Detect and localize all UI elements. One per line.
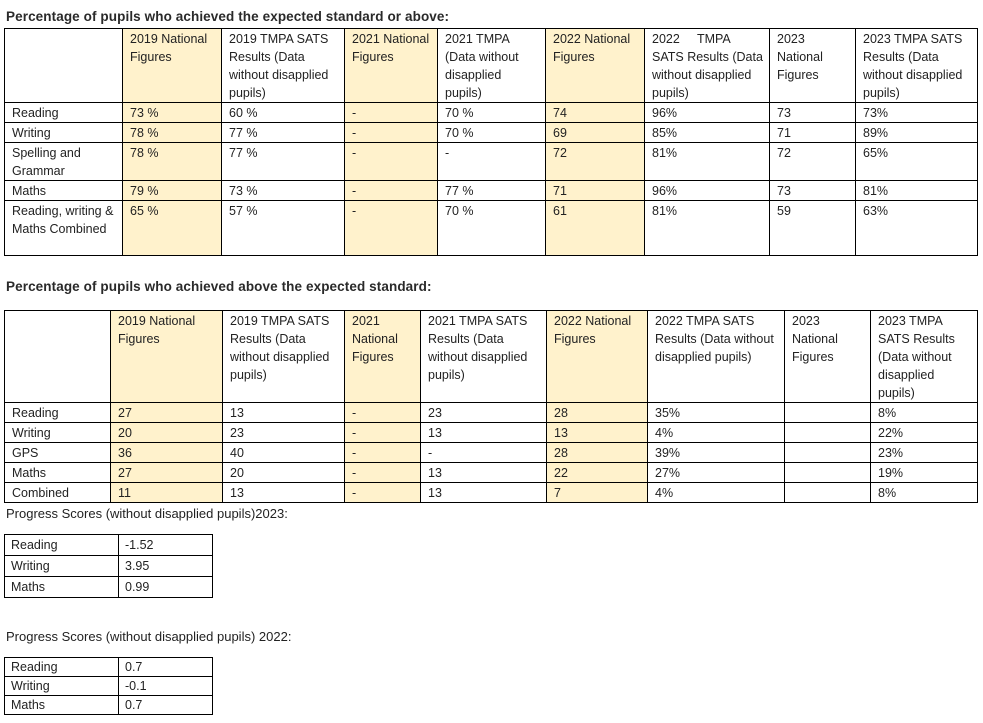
table-row <box>5 577 213 598</box>
table-cell: - <box>345 483 421 503</box>
table-cell: 74 <box>546 103 645 123</box>
table-cell: - <box>345 463 421 483</box>
row-label: Writing <box>5 677 119 696</box>
table-cell: 73 % <box>123 103 222 123</box>
header-cell: 2023 TMPA SATS Results (Data without disapplied pupils) <box>871 311 978 403</box>
table-cell: 3.95 <box>119 556 213 577</box>
table-cell: 4% <box>648 423 785 443</box>
progress-2022-table <box>4 657 213 715</box>
table-cell: 65% <box>856 143 978 181</box>
table-cell <box>785 463 871 483</box>
table-cell: 28 <box>547 403 648 423</box>
table-cell: 96% <box>645 181 770 201</box>
table-row <box>5 423 978 443</box>
table-row <box>5 403 978 423</box>
table-cell: 70 % <box>438 103 546 123</box>
table-cell: 73 <box>770 181 856 201</box>
header-cell: 2022 National Figures <box>546 29 645 103</box>
table-cell: 20 <box>111 423 223 443</box>
table-cell: 20 <box>223 463 345 483</box>
table-cell: 73% <box>856 103 978 123</box>
table-cell: 23 <box>223 423 345 443</box>
header-cell: 2023 National Figures <box>770 29 856 103</box>
header-cell: 2023 National Figures <box>785 311 871 403</box>
row-label: Spelling and Grammar <box>5 143 123 181</box>
table-row <box>5 123 978 143</box>
progress-2023-table <box>4 534 213 598</box>
header-cell: 2019 TMPA SATS Results (Data without disapplied pupils) <box>223 311 345 403</box>
table-cell: 23 <box>421 403 547 423</box>
table-cell: 0.99 <box>119 577 213 598</box>
table-row <box>5 483 978 503</box>
table-cell: 60 % <box>222 103 345 123</box>
header-cell: 2021 TMPA SATS Results (Data without disapplied pupils) <box>421 311 547 403</box>
table-cell: -0.1 <box>119 677 213 696</box>
header-cell: 2022 National Figures <box>547 311 648 403</box>
table-cell: - <box>345 123 438 143</box>
table-cell: 73 % <box>222 181 345 201</box>
table-row <box>5 103 978 123</box>
row-label: Writing <box>5 423 111 443</box>
table-cell: 8% <box>871 483 978 503</box>
table-cell: 61 <box>546 201 645 256</box>
table-cell: 77 % <box>222 143 345 181</box>
table-cell: 81% <box>645 143 770 181</box>
header-cell <box>5 311 111 403</box>
table-cell: - <box>345 423 421 443</box>
table-row <box>5 443 978 463</box>
row-label: Combined <box>5 483 111 503</box>
table-cell: 27 <box>111 463 223 483</box>
table-cell: 13 <box>547 423 648 443</box>
table-cell: 70 % <box>438 123 546 143</box>
table-cell: 72 <box>770 143 856 181</box>
table-cell: 63% <box>856 201 978 256</box>
header-cell: 2019 National Figures <box>123 29 222 103</box>
header-cell: 2021 National Figures <box>345 29 438 103</box>
table-header-row <box>5 311 978 403</box>
header-cell: 2021 TMPA (Data without disapplied pupils) <box>438 29 546 103</box>
table-cell: 7 <box>547 483 648 503</box>
table-cell: 13 <box>421 423 547 443</box>
table-cell: 85% <box>645 123 770 143</box>
table-row <box>5 696 213 715</box>
header-cell <box>5 29 123 103</box>
row-label: Maths <box>5 181 123 201</box>
table-cell: 13 <box>421 463 547 483</box>
table-row <box>5 463 978 483</box>
table-cell: - <box>421 443 547 463</box>
table-cell: - <box>345 443 421 463</box>
table-cell: 27% <box>648 463 785 483</box>
table-row <box>5 658 213 677</box>
table-row <box>5 535 213 556</box>
table-cell <box>785 403 871 423</box>
table-cell: 65 % <box>123 201 222 256</box>
header-cell: 2021 National Figures <box>345 311 421 403</box>
table-cell: 13 <box>421 483 547 503</box>
table-cell: - <box>345 181 438 201</box>
progress-2022-title: Progress Scores (without disapplied pupils) 2022: <box>6 629 292 644</box>
progress-2023-title: Progress Scores (without disapplied pupils)2023: <box>6 506 288 521</box>
table-cell: 71 <box>546 181 645 201</box>
table-cell: 23% <box>871 443 978 463</box>
table-cell: 40 <box>223 443 345 463</box>
table-cell: 39% <box>648 443 785 463</box>
table-cell <box>785 443 871 463</box>
table-cell: - <box>438 143 546 181</box>
table-cell: 36 <box>111 443 223 463</box>
table-cell: 22% <box>871 423 978 443</box>
table-cell: - <box>345 103 438 123</box>
table-cell: 22 <box>547 463 648 483</box>
header-cell: 2019 TMPA SATS Results (Data without disapplied pupils) <box>222 29 345 103</box>
row-label: Maths <box>5 696 119 715</box>
table-cell <box>785 483 871 503</box>
table-row <box>5 677 213 696</box>
expected-standard-table <box>4 28 978 256</box>
table-row <box>5 143 978 181</box>
row-label: Reading <box>5 658 119 677</box>
table-cell: 0.7 <box>119 658 213 677</box>
row-label: Reading <box>5 535 119 556</box>
table-cell: -1.52 <box>119 535 213 556</box>
row-label: Reading, writing & Maths Combined <box>5 201 123 256</box>
table-cell: 19% <box>871 463 978 483</box>
row-label: Writing <box>5 556 119 577</box>
header-cell: 2023 TMPA SATS Results (Data without disapplied pupils) <box>856 29 978 103</box>
section1-title: Percentage of pupils who achieved the expected standard or above: <box>6 9 450 24</box>
table-cell: 70 % <box>438 201 546 256</box>
table-row <box>5 181 978 201</box>
table-cell: 57 % <box>222 201 345 256</box>
header-cell: 2022 TMPA SATS Results (Data without disapplied pupils) <box>648 311 785 403</box>
table-cell: 81% <box>645 201 770 256</box>
table-cell: 8% <box>871 403 978 423</box>
row-label: Writing <box>5 123 123 143</box>
row-label: Reading <box>5 103 123 123</box>
table-row <box>5 556 213 577</box>
table-cell: - <box>345 403 421 423</box>
table-cell: 35% <box>648 403 785 423</box>
table-cell: - <box>345 201 438 256</box>
header-cell: 2019 National Figures <box>111 311 223 403</box>
table-cell: 77 % <box>438 181 546 201</box>
section2-title: Percentage of pupils who achieved above the expected standard: <box>6 279 432 294</box>
table-cell <box>785 423 871 443</box>
table-cell: 0.7 <box>119 696 213 715</box>
table-cell: 73 <box>770 103 856 123</box>
row-label: GPS <box>5 443 111 463</box>
table-cell: 13 <box>223 403 345 423</box>
table-cell: 96% <box>645 103 770 123</box>
table-cell: 81% <box>856 181 978 201</box>
header-cell: 2022 TMPA SATS Results (Data without disapplied pupils) <box>645 29 770 103</box>
table-cell: 72 <box>546 143 645 181</box>
row-label: Maths <box>5 577 119 598</box>
table-cell: 69 <box>546 123 645 143</box>
table-cell: 71 <box>770 123 856 143</box>
table-cell: 13 <box>223 483 345 503</box>
table-cell: 27 <box>111 403 223 423</box>
row-label: Reading <box>5 403 111 423</box>
table-cell: 77 % <box>222 123 345 143</box>
above-expected-standard-table <box>4 310 978 503</box>
table-cell: 78 % <box>123 123 222 143</box>
table-cell: 59 <box>770 201 856 256</box>
table-cell: 11 <box>111 483 223 503</box>
table-cell: 79 % <box>123 181 222 201</box>
table-cell: 28 <box>547 443 648 463</box>
table-header-row <box>5 29 978 103</box>
row-label: Maths <box>5 463 111 483</box>
table-row <box>5 201 978 256</box>
table-cell: - <box>345 143 438 181</box>
table-cell: 4% <box>648 483 785 503</box>
table-cell: 78 % <box>123 143 222 181</box>
table-cell: 89% <box>856 123 978 143</box>
